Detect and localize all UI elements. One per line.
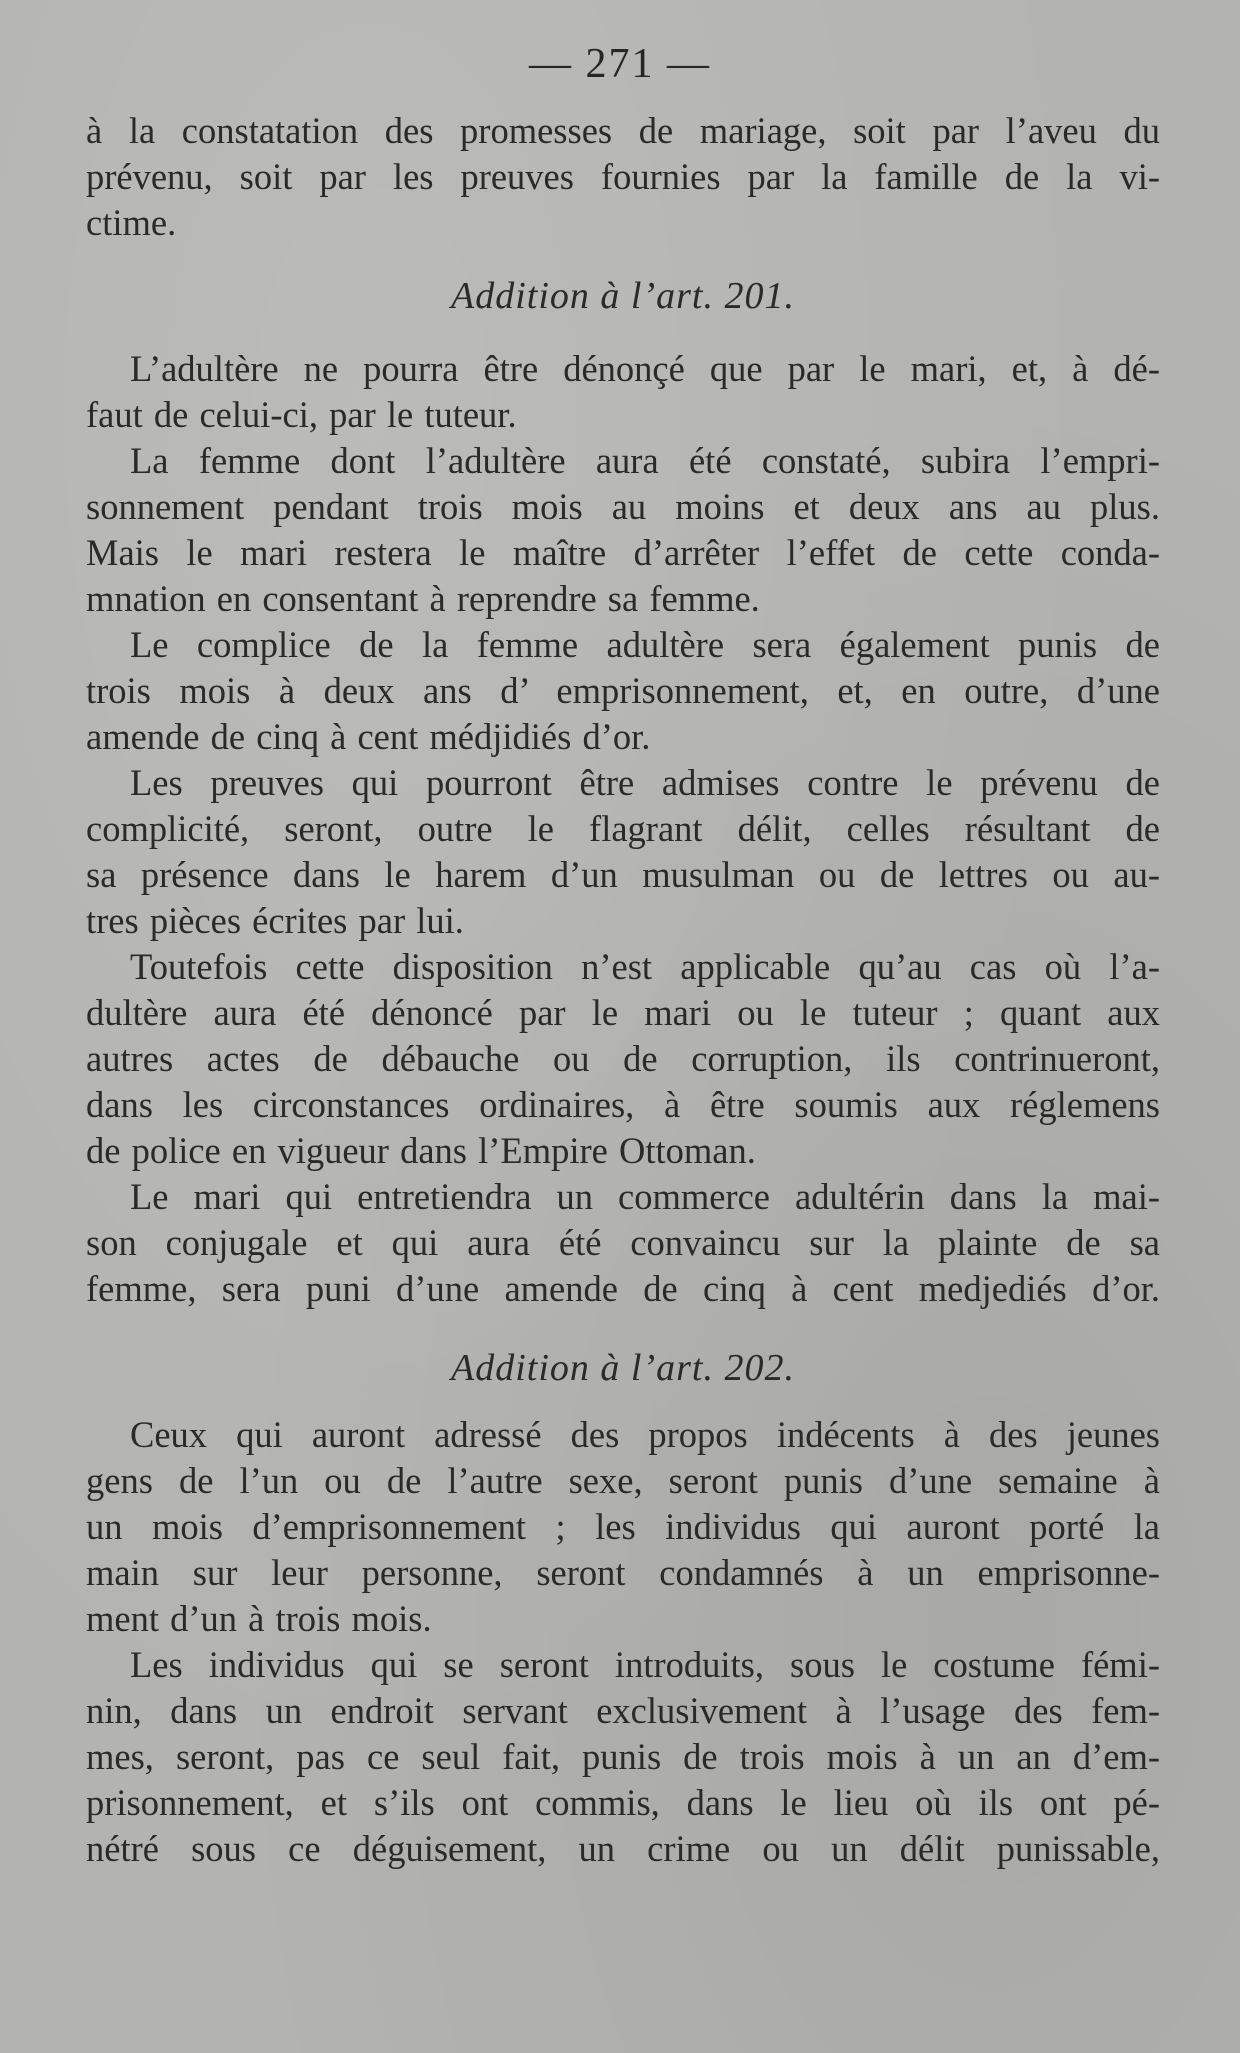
page-body [86, 108, 1160, 1872]
text-line: ctime. [86, 202, 177, 243]
text-line: Le mari qui entretiendra un commerce adultérin dans la mai- [130, 1176, 1160, 1217]
text-line: mnation en consentant à reprendre sa femme. [86, 578, 760, 619]
text-line: Mais le mari restera le maître d’arrêter l’effet de cette conda- [86, 532, 1160, 573]
page-number: — 271 — [529, 41, 711, 87]
text-line: ment d’un à trois mois. [86, 1598, 432, 1639]
text-line: main sur leur personne, seront condamnés à un emprisonne- [86, 1552, 1160, 1593]
text-line: tres pièces écrites par lui. [86, 900, 464, 941]
text-line: femme, sera puni d’une amende de cinq à cent medjediés d’or. [86, 1268, 1160, 1309]
text-line: amende de cinq à cent médjidiés d’or. [86, 716, 651, 757]
text-line: dultère aura été dénoncé par le mari ou le tuteur ; quant aux [86, 992, 1160, 1033]
text-line: autres actes de débauche ou de corruption, ils contrinueront, [86, 1038, 1160, 1079]
text-line: Les individus qui se seront introduits, sous le costume fémi- [130, 1644, 1160, 1685]
text-line: nétré sous ce déguisement, un crime ou un délit punissable, [86, 1828, 1160, 1869]
text-line: Ceux qui auront adressé des propos indécents à des jeunes [130, 1414, 1160, 1455]
text-line: sonnement pendant trois mois au moins et deux ans au plus. [86, 486, 1160, 527]
text-line: Les preuves qui pourront être admises contre le prévenu de [130, 762, 1160, 803]
text-line: Le complice de la femme adultère sera également punis de [130, 624, 1160, 665]
text-line: gens de l’un ou de l’autre sexe, seront punis d’une semaine à [86, 1460, 1160, 1501]
text-line: à la constatation des promesses de mariage, soit par l’aveu du [86, 110, 1160, 151]
text-line: trois mois à deux ans d’ emprisonnement, et, en outre, d’une [86, 670, 1160, 711]
text-line: sa présence dans le harem d’un musulman ou de lettres ou au- [86, 854, 1160, 895]
text-line: faut de celui-ci, par le tuteur. [86, 394, 517, 435]
text-line: prisonnement, et s’ils ont commis, dans le lieu où ils ont pé- [86, 1782, 1160, 1823]
text-line: complicité, seront, outre le flagrant délit, celles résultant de [86, 808, 1160, 849]
section-heading-art-201: Addition à l’art. 201. [451, 275, 795, 317]
text-line: un mois d’emprisonnement ; les individus qui auront porté la [86, 1506, 1160, 1547]
text-line: La femme dont l’adultère aura été constaté, subira l’empri- [130, 440, 1160, 481]
text-line: dans les circonstances ordinaires, à être soumis aux réglemens [86, 1084, 1160, 1125]
text-line: de police en vigueur dans l’Empire Ottoman. [86, 1130, 756, 1171]
text-line: prévenu, soit par les preuves fournies par la famille de la vi- [86, 156, 1160, 197]
section-heading-art-202: Addition à l’art. 202. [451, 1347, 795, 1389]
text-line: Toutefois cette disposition n’est applicable qu’au cas où l’a- [130, 946, 1160, 987]
text-line: son conjugale et qui aura été convaincu sur la plainte de sa [86, 1222, 1160, 1263]
text-line: nin, dans un endroit servant exclusivement à l’usage des fem- [86, 1690, 1160, 1731]
text-line: L’adultère ne pourra être dénonçé que par le mari, et, à dé- [130, 348, 1160, 389]
text-line: mes, seront, pas ce seul fait, punis de trois mois à un an d’em- [86, 1736, 1160, 1777]
